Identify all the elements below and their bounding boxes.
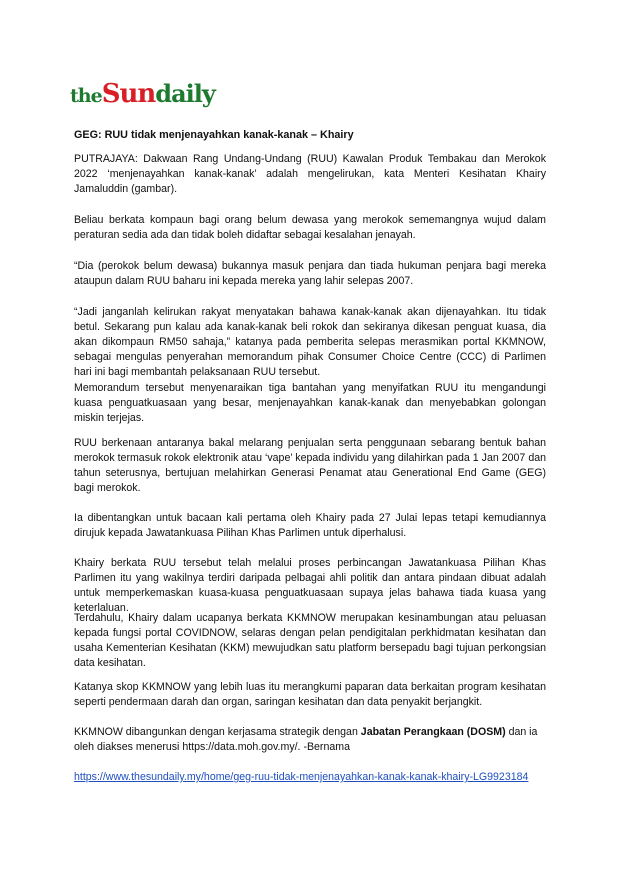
paragraph-6: RUU berkenaan antaranya bakal melarang penjualan serta penggunaan sebarang bentuk bahan merokok termasuk rokok elektronik atau ‘vape’ kepada individu yang dilahirkan pada 1 Jan 2007 dan tahun seterusnya, bertujuan melahirkan Generasi Penamat atau Generational End Game (GEG) bagi merokok.: [74, 437, 546, 494]
paragraph-10: Katanya skop KKMNOW yang lebih luas itu merangkumi paparan data berkaitan program kesihatan seperti pendermaan darah dan organ, saringan kesihatan dan data penyakit berjangkit.: [74, 681, 546, 708]
paragraph-11-text-a: KKMNOW dibangunkan dengan kerjasama strategik dengan: [74, 726, 361, 738]
paragraph-11-text-b: dan ia oleh diakses menerusi https://data.moh.gov.my/. -Bernama: [74, 726, 538, 753]
paragraph-2: Beliau berkata kompaun bagi orang belum dewasa yang merokok sememangnya wujud dalam peraturan sedia ada dan tidak boleh didaftar sebagai kesalahan jenayah.: [74, 214, 546, 241]
source-link[interactable]: https://www.thesundaily.my/home/geg-ruu-tidak-menjenayahkan-kanak-kanak-khairy-LG9923184: [74, 771, 529, 783]
article-title: GEG: RUU tidak menjenayahkan kanak-kanak – Khairy: [74, 129, 354, 141]
paragraph-5: Memorandum tersebut menyenaraikan tiga bantahan yang menyifatkan RUU itu mengandungi kuasa penguatkuasaan yang besar, menjenayahkan kanak-kanak dan menyebabkan golongan miskin terjejas.: [74, 382, 546, 424]
paragraph-4: “Jadi janganlah kelirukan rakyat menyatakan bahawa kanak-kanak akan dijenayahkan. Itu tidak betul. Sekarang pun kalau ada kanak-kanak beli rokok dan sekiranya dikesan penguat kuasa, dia akan dikompaun RM50 sahaja,” katanya pada pemberita selepas merasmikan portal KKMNOW, sebagai mengulas penyerahan memorandum pihak Consumer Choice Centre (CCC) di Parlimen hari ini bagi membantah pelaksanaan RUU tersebut.: [74, 306, 546, 378]
dosm-bold: Jabatan Perangkaan (DOSM): [360, 726, 506, 738]
paragraph-9: Terdahulu, Khairy dalam ucapanya berkata KKMNOW merupakan kesinambungan atau peluasan kepada fungsi portal COVIDNOW, selaras dengan pelan pendigitalan perkhidmatan kesihatan dan usaha Kementerian Kesihatan (KKM) mewujudkan satu platform bersepadu bagi tujuan perkongsian data kesihatan.: [74, 612, 546, 669]
paragraph-7: Ia dibentangkan untuk bacaan kali pertama oleh Khairy pada 27 Julai lepas tetapi kemudiannya dirujuk kepada Jawatankuasa Pilihan Khas Parlimen untuk diperhalusi.: [74, 512, 546, 539]
thesundaily-logo: [70, 76, 215, 112]
logo-the: the: [70, 85, 102, 107]
logo-sun: Sun: [101, 79, 156, 109]
logo-daily: daily: [155, 79, 215, 108]
paragraph-3: “Dia (perokok belum dewasa) bukannya masuk penjara dan tiada hukuman penjara bagi mereka ataupun dalam RUU baharu ini kepada mereka yang lahir selepas 2007.: [74, 260, 546, 287]
paragraph-8: Khairy berkata RUU tersebut telah melalui proses perbincangan Jawatankuasa Pilihan Khas Parlimen itu yang wakilnya terdiri daripada pelbagai ahli politik dan antara pindaan dibuat adalah untuk memperkemaskan kuasa-kuasa penguatkuasaan supaya jelas bahawa tiada kuasa yang keterlaluan.: [74, 557, 546, 614]
paragraph-11: [74, 725, 546, 755]
paragraph-1: PUTRAJAYA: Dakwaan Rang Undang-Undang (RUU) Kawalan Produk Tembakau dan Merokok 2022 ‘menjenayahkan kanak-kanak’ adalah mengelirukan, kata Menteri Kesihatan Khairy Jamaluddin (gambar).: [74, 153, 546, 195]
